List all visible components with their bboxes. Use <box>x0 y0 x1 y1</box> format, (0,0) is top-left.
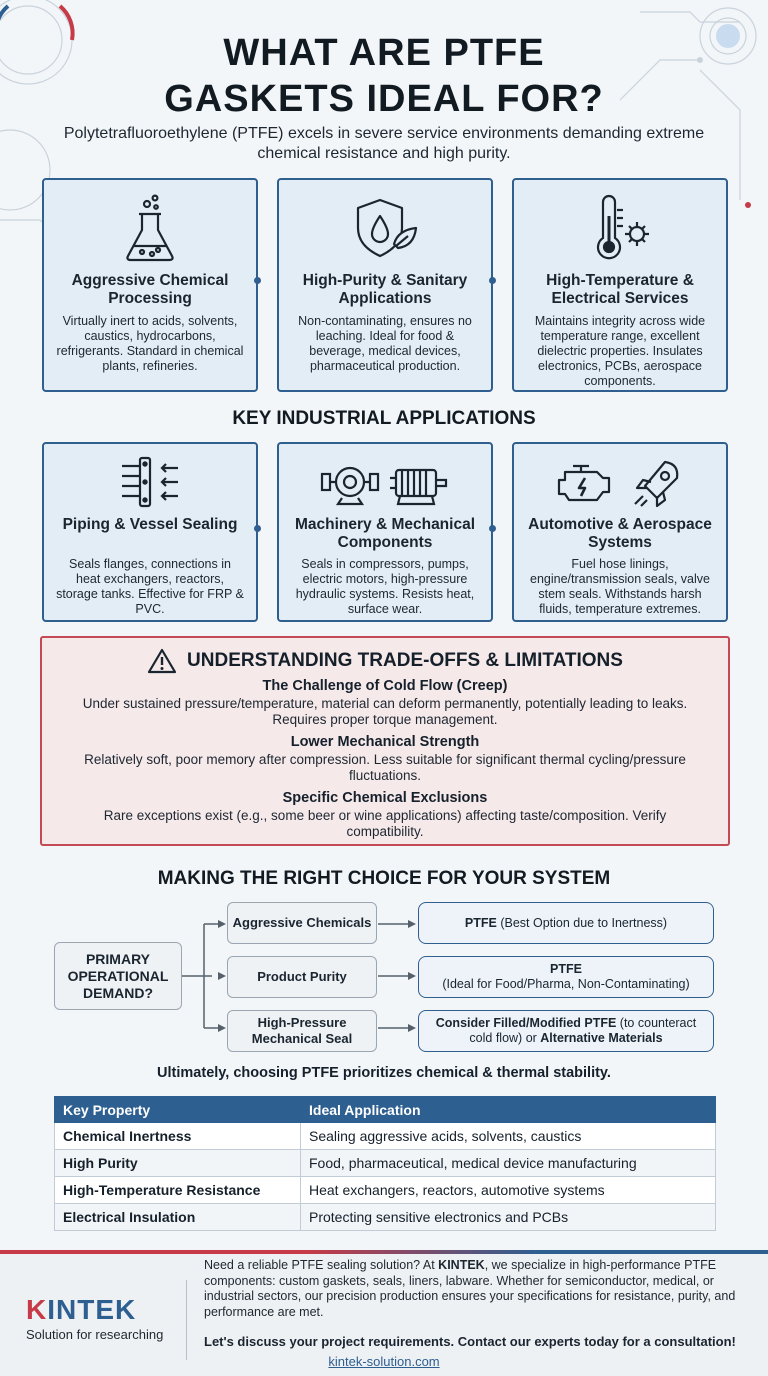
footer-cta: Let's discuss your project requirements. Contact our experts today for a consultation! <box>204 1334 736 1349</box>
footer-text-b: , we specialize in high-performance PTFE components: custom gaskets, seals, liners, labware. Whether for semiconductor, medical, or industrial sectors, our precision production ensures your specifications for resistance, purity, and performance are met. <box>204 1258 736 1319</box>
footer-brand: KINTEK <box>438 1258 485 1272</box>
ideal-card-chemical <box>42 178 258 392</box>
result-rest: (to counteract cold flow) or <box>469 1016 697 1045</box>
applications-heading: KEY INDUSTRIAL APPLICATIONS <box>232 408 536 429</box>
result-box <box>418 1010 714 1052</box>
tradeoffs-panel <box>40 636 730 846</box>
footer-divider <box>186 1280 187 1360</box>
card-text: Fuel hose linings, engine/transmission seals, valve stem seals. Withstands harsh fluids, temperature extremes. <box>530 557 710 616</box>
table-row <box>55 1150 716 1177</box>
card-text: Virtually inert to acids, solvents, caustics, hydrocarbons, refrigerants. Standard in chemical plants, refineries. <box>56 314 244 373</box>
engine-rocket-icon <box>514 458 726 508</box>
card-title: Piping & Vessel Sealing <box>62 516 238 533</box>
thermometer-gear-icon <box>514 194 726 264</box>
kintek-logo[interactable] <box>26 1294 136 1326</box>
tradeoffs-heading-row <box>42 648 728 674</box>
result-rest: (Best Option due to Inertness) <box>496 915 668 930</box>
tradeoff-title: Specific Chemical Exclusions <box>282 790 488 806</box>
table-cell: High Purity <box>55 1150 301 1177</box>
warning-icon <box>147 648 177 674</box>
table-cell: Electrical Insulation <box>55 1204 301 1231</box>
table-cell: Heat exchangers, reactors, automotive systems <box>301 1177 716 1204</box>
primary-demand-box: PRIMARY OPERATIONAL DEMAND? <box>54 942 182 1010</box>
page-subtitle: Polytetrafluoroethylene (PTFE) excels in severe service environments demanding extreme chemical resistance and high purity. <box>63 125 705 162</box>
card-title: Automotive & Aerospace Systems <box>528 516 712 551</box>
tradeoff-title: The Challenge of Cold Flow (Creep) <box>262 678 508 694</box>
option-box: Product Purity <box>227 956 377 998</box>
result-box <box>418 956 714 998</box>
result-rest: (Ideal for Food/Pharma, Non-Contaminating) <box>442 977 690 991</box>
table-cell: Food, pharmaceutical, medical device manufacturing <box>301 1150 716 1177</box>
table-cell: Chemical Inertness <box>55 1123 301 1150</box>
card-text: Seals flanges, connections in heat exchangers, reactors, storage tanks. Effective for FRP & PVC. <box>56 557 244 616</box>
title-line-1: WHAT ARE PTFE <box>223 32 545 74</box>
tradeoff-title: Lower Mechanical Strength <box>290 734 480 750</box>
table-header: Ideal Application <box>301 1097 716 1123</box>
application-card-automotive <box>512 442 728 622</box>
option-box: High-Pressure Mechanical Seal <box>227 1010 377 1052</box>
page-title <box>0 30 768 122</box>
result-bold: Consider Filled/Modified PTFE <box>435 1016 617 1030</box>
result-bold: PTFE <box>464 915 497 930</box>
footer <box>0 1250 768 1376</box>
flange-icon <box>44 454 256 510</box>
table-cell: High-Temperature Resistance <box>55 1177 301 1204</box>
logo-letters: INTEK <box>47 1294 137 1325</box>
table-row <box>55 1177 716 1204</box>
choice-heading: MAKING THE RIGHT CHOICE FOR YOUR SYSTEM <box>157 868 611 889</box>
card-title: Aggressive Chemical Processing <box>71 272 229 307</box>
table-row <box>55 1204 716 1231</box>
option-box: Aggressive Chemicals <box>227 902 377 944</box>
ideal-card-purity <box>277 178 493 392</box>
card-title: High-Temperature & Electrical Services <box>546 272 694 307</box>
flask-icon <box>44 192 256 264</box>
property-table <box>54 1096 716 1231</box>
table-header-row <box>55 1097 716 1123</box>
footer-text-a: Need a reliable PTFE sealing solution? At <box>204 1258 439 1272</box>
tradeoffs-heading: UNDERSTANDING TRADE-OFFS & LIMITATIONS <box>187 650 623 671</box>
pump-motor-icon <box>279 458 491 508</box>
footer-description <box>204 1258 744 1320</box>
table-cell: Protecting sensitive electronics and PCBs <box>301 1204 716 1231</box>
tradeoff-text: Under sustained pressure/temperature, material can deform permanently, potentially leading to leaks. Requires proper torque management. <box>82 696 688 727</box>
table-row <box>55 1123 716 1150</box>
card-text: Seals in compressors, pumps, electric motors, high-pressure hydraulic systems. Resists heat, surface wear. <box>295 557 475 616</box>
card-text: Non-contaminating, ensures no leaching. Ideal for food & beverage, medical devices, pharmaceutical production. <box>298 314 472 373</box>
table-cell: Sealing aggressive acids, solvents, caustics <box>301 1123 716 1150</box>
ideal-card-temperature <box>512 178 728 392</box>
result-bold-2: Alternative Materials <box>540 1031 663 1045</box>
choice-conclusion: Ultimately, choosing PTFE prioritizes chemical & thermal stability. <box>157 1065 611 1081</box>
tradeoff-text: Rare exceptions exist (e.g., some beer or wine applications) affecting taste/composition. Verify compatibility. <box>103 808 667 839</box>
title-line-2: GASKETS IDEAL FOR? <box>164 78 604 120</box>
table-header: Key Property <box>55 1097 301 1123</box>
shield-drop-icon <box>279 196 491 260</box>
logo-tagline: Solution for researching <box>26 1327 164 1342</box>
result-bold: PTFE <box>550 962 582 976</box>
footer-accent-line <box>0 1250 768 1254</box>
logo-letter-k: K <box>26 1294 48 1325</box>
card-text: Maintains integrity across wide temperature range, excellent dielectric properties. Insulates electronics, PCBs, aerospace components. <box>534 314 706 388</box>
application-card-machinery <box>277 442 493 622</box>
card-title: High-Purity & Sanitary Applications <box>302 272 468 307</box>
website-link[interactable]: kintek-solution.com <box>328 1354 440 1369</box>
application-card-piping <box>42 442 258 622</box>
card-title: Machinery & Mechanical Components <box>294 516 476 551</box>
tradeoff-text: Relatively soft, poor memory after compression. Less suitable for significant thermal cycling/pressure fluctuations. <box>84 752 686 783</box>
result-box <box>418 902 714 944</box>
